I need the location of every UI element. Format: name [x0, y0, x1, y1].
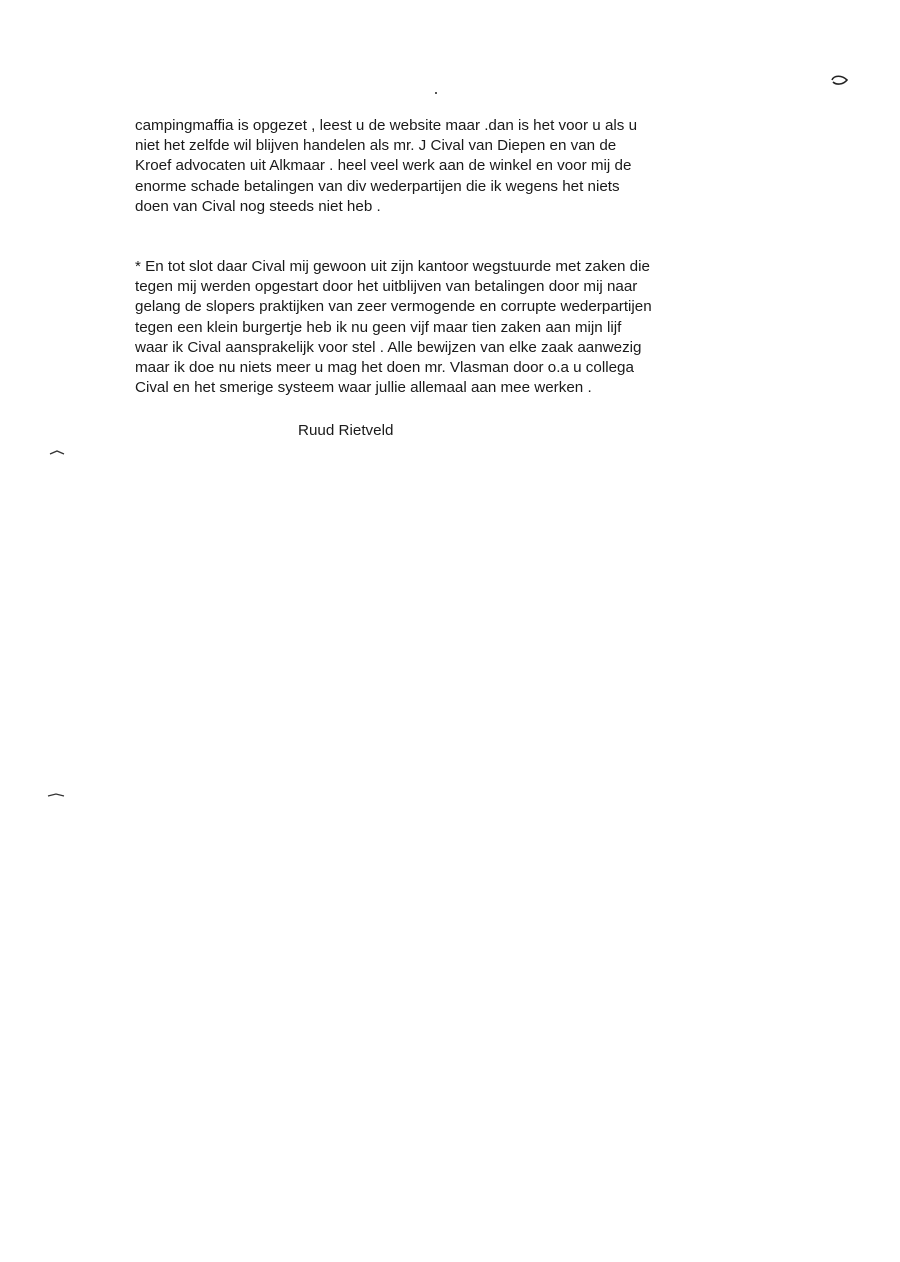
text-line: campingmaffia is opgezet , leest u de website maar .dan is het voor u als u — [135, 117, 638, 134]
paragraph-2 — [135, 257, 775, 398]
text-line: maar ik doe nu niets meer u mag het doen mr. Vlasman door o.a u collega — [135, 359, 634, 377]
text-line: tegen een klein burgertje heb ik nu geen vijf maar tien zaken aan mijn lijf — [135, 318, 622, 336]
text-line: Cival en het smerige systeem waar jullie allemaal aan mee werken . — [135, 379, 592, 397]
speck — [435, 92, 437, 94]
text-line: waar ik Cival aansprakelijk voor stel . Alle bewijzen van elke zaak aanwezig — [135, 338, 642, 356]
text-line: enorme schade betalingen van div wederpartijen die ik wegens het niets — [135, 177, 620, 195]
signature-name: Ruud Rietveld — [298, 422, 394, 439]
punch-mark-icon — [48, 448, 66, 458]
paragraph-1 — [135, 116, 775, 217]
text-line: tegen mij werden opgestart door het uitblijven van betalingen door mij naar — [135, 278, 638, 296]
punch-mark-icon — [46, 790, 66, 800]
text-line: niet het zelfde wil blijven handelen als mr. J Cival van Diepen en van de — [135, 137, 617, 155]
text-line: gelang de slopers praktijken van zeer vermogende en corrupte wederpartijen — [135, 298, 652, 316]
scan-mark-icon — [828, 72, 852, 90]
text-line: doen van Cival nog steeds niet heb . — [135, 197, 381, 215]
text-line: * En tot slot daar Cival mij gewoon uit zijn kantoor wegstuurde met zaken die — [135, 258, 650, 275]
text-line: Kroef advocaten uit Alkmaar . heel veel werk aan de winkel en voor mij de — [135, 157, 632, 175]
